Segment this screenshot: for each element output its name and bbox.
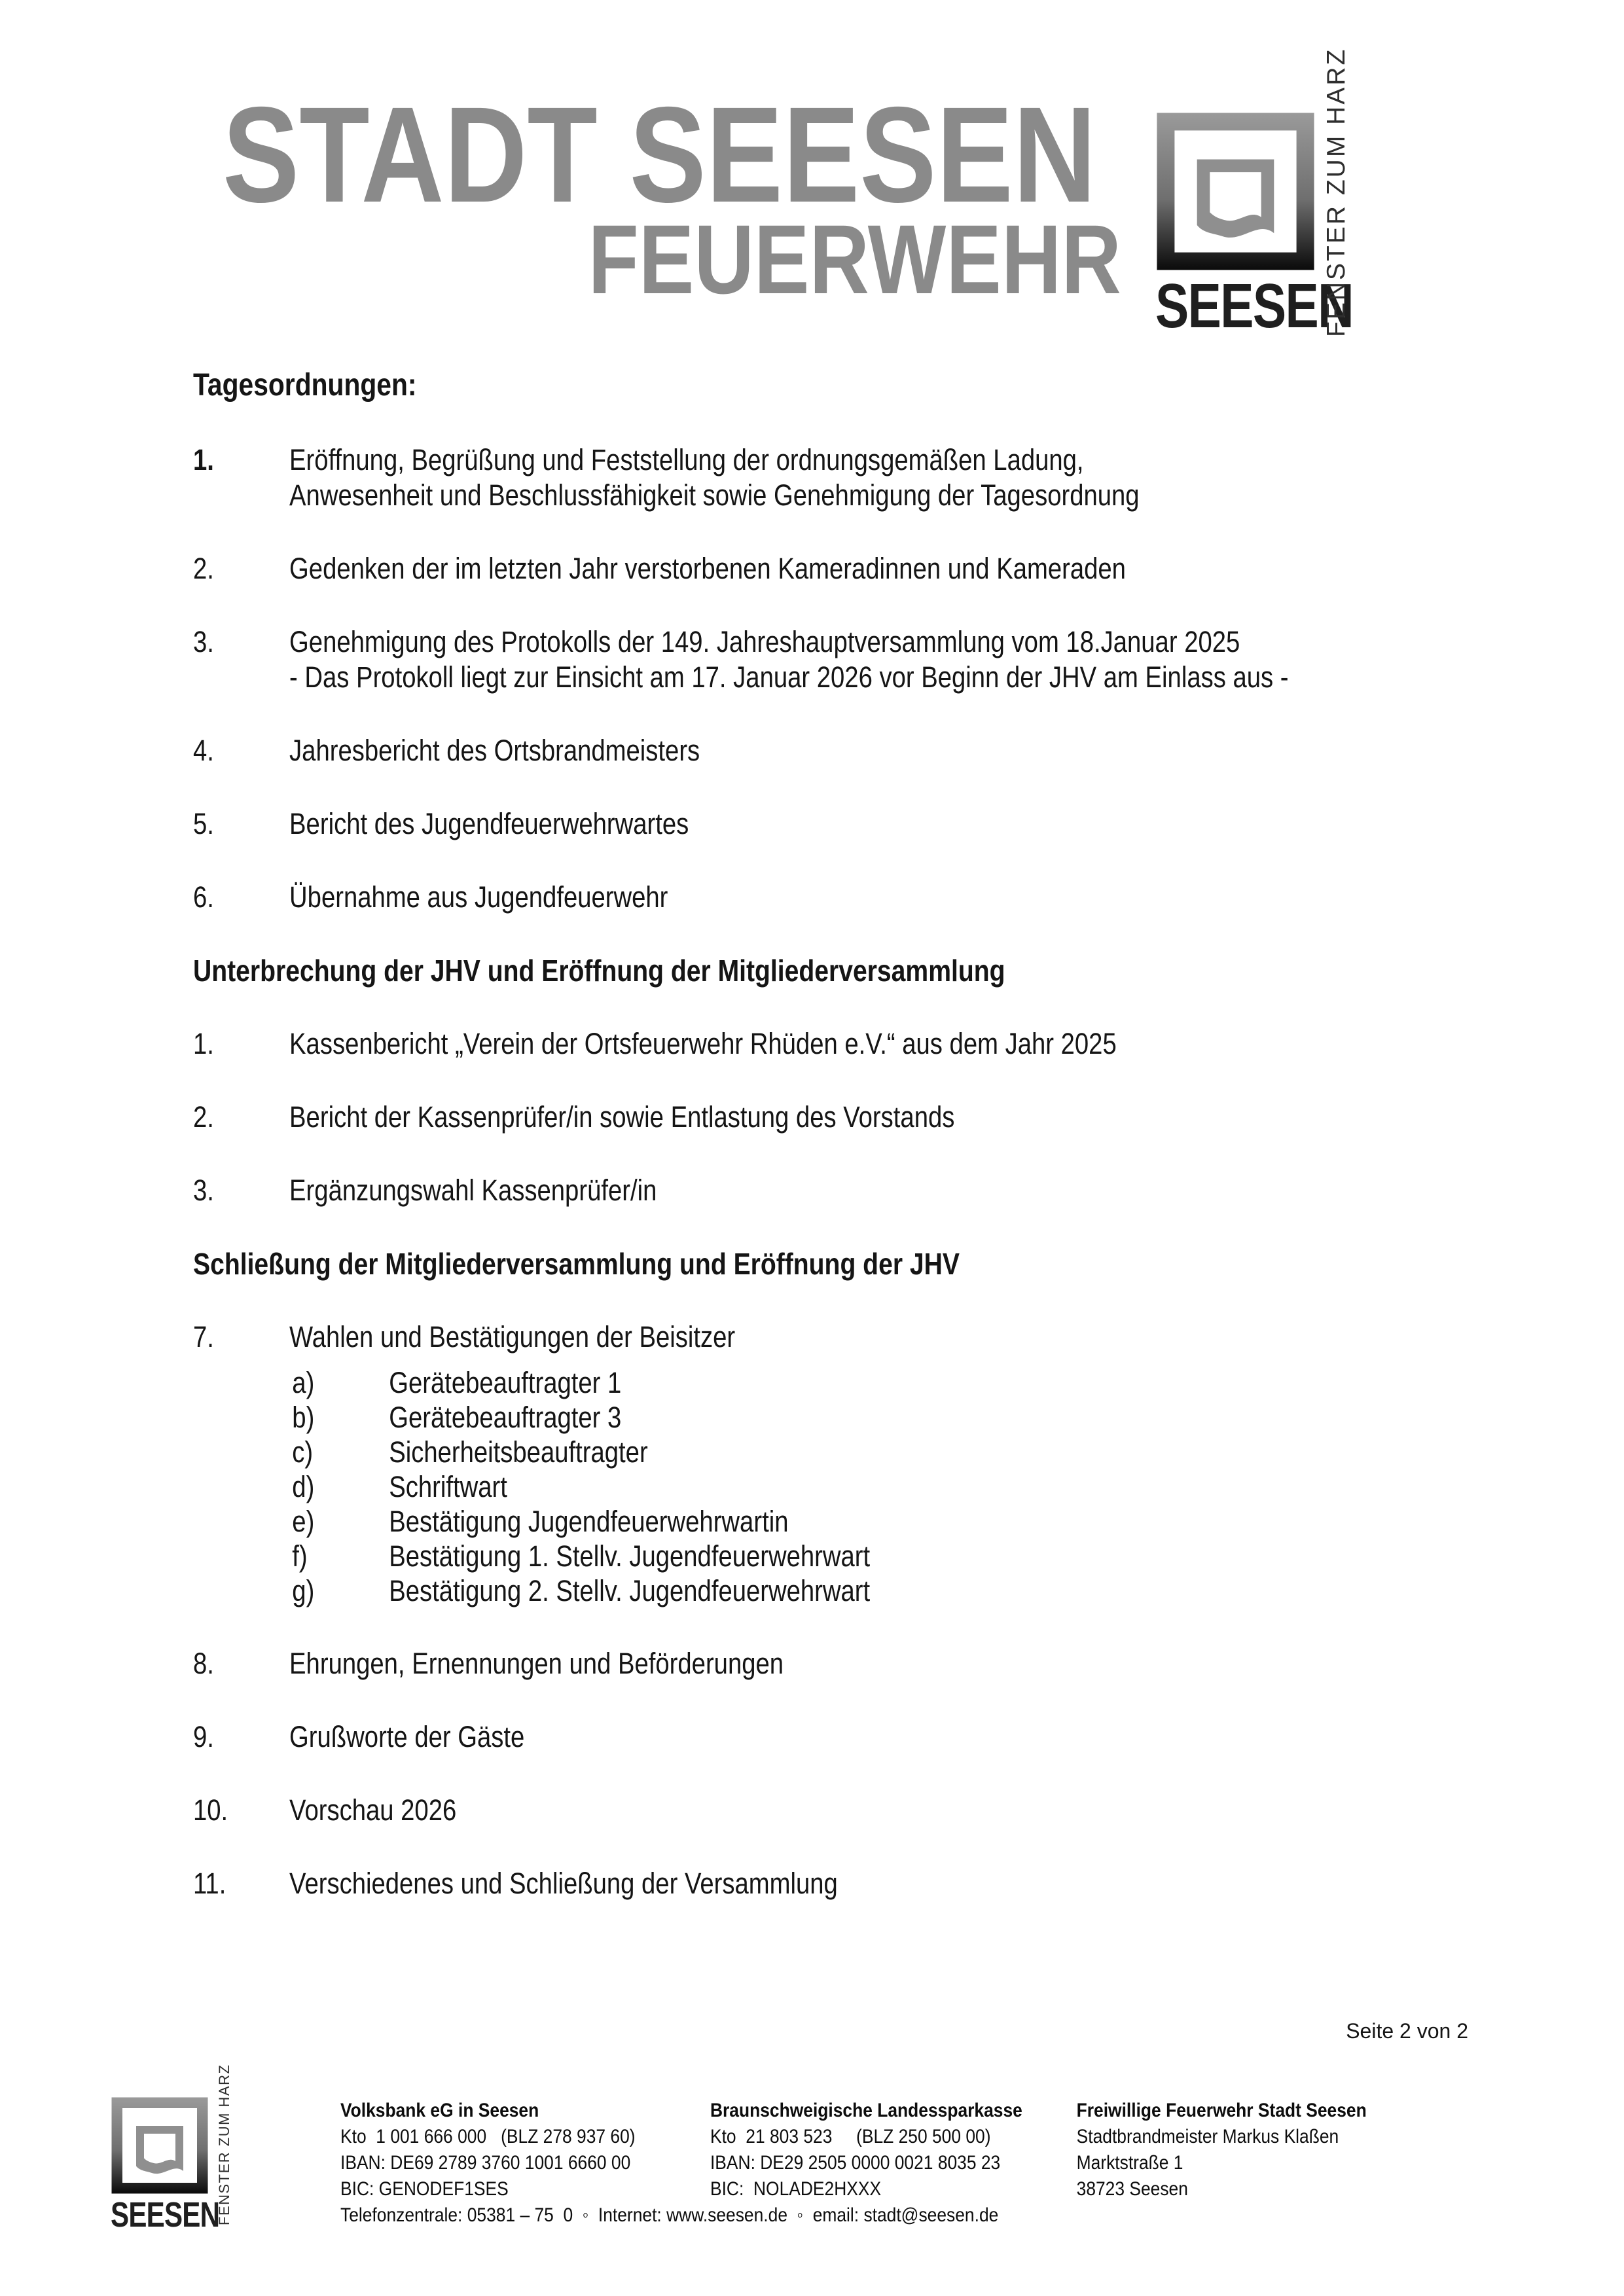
section-heading-interruption: Unterbrechung der JHV und Eröffnung der Mitgliederversammlung — [193, 954, 1005, 988]
agenda-item — [193, 442, 1384, 513]
section-heading-closing: Schließung der Mitgliederversammlung und Eröffnung der JHV — [193, 1247, 960, 1281]
subitem-list — [292, 1355, 1384, 1608]
window-icon — [1155, 111, 1316, 272]
subitem — [292, 1573, 1384, 1608]
logo-wordmark: SEESEN — [1155, 271, 1353, 341]
agenda-item — [193, 1646, 1384, 1681]
footer-column-volksbank — [340, 2098, 710, 2202]
item-line: Ergänzungswahl Kassenprüfer/in — [289, 1174, 657, 1207]
item-line: Bericht der Kassenprüfer/in sowie Entlastung des Vorstands — [289, 1100, 955, 1134]
agenda — [193, 367, 1384, 1939]
page-number: Seite 2 von 2 — [1346, 2019, 1468, 2043]
agenda-item — [193, 1719, 1384, 1755]
item-line: Anwesenheit und Beschlussfähigkeit sowie Genehmigung der Tagesordnung — [289, 478, 1140, 512]
footer-columns — [340, 2098, 1624, 2202]
agenda-item — [193, 624, 1384, 695]
subitem-letter: d) — [292, 1470, 315, 1503]
item-line: Ehrungen, Ernennungen und Beförderungen — [289, 1647, 784, 1680]
footer-line: 38723 Seesen — [1076, 2178, 1188, 2200]
item-number: 3. — [193, 1174, 214, 1207]
agenda-item — [193, 1173, 1384, 1208]
agenda-item — [193, 1866, 1384, 1901]
footer-logo-wordmark: SEESEN — [111, 2195, 220, 2234]
footer-line: Stadtbrandmeister Markus Klaßen — [1076, 2126, 1339, 2147]
item-text — [289, 442, 1384, 513]
item-line: Bericht des Jugendfeuerwehrwartes — [289, 807, 689, 840]
subitem-letter: f) — [292, 1539, 308, 1573]
footer-line: Marktstraße 1 — [1076, 2152, 1183, 2174]
subitem — [292, 1469, 1384, 1504]
title-secondary: FEUERWEHR — [588, 204, 1121, 314]
agenda-item — [193, 880, 1384, 915]
subitem — [292, 1400, 1384, 1435]
subitem-text: Bestätigung 2. Stellv. Jugendfeuerwehrwart — [389, 1574, 871, 1607]
item-line: - Das Protokoll liegt zur Einsicht am 17. Januar 2026 vor Beginn der JHV am Einlass aus - — [289, 660, 1289, 694]
item-line: Verschiedenes und Schließung der Versammlung — [289, 1867, 838, 1900]
item-line: Genehmigung des Protokolls der 149. Jahreshauptversammlung vom 18.Januar 2025 — [289, 625, 1240, 658]
subitem — [292, 1365, 1384, 1400]
item-line: Vorschau 2026 — [289, 1793, 457, 1827]
footer-column-feuerwehr — [1077, 2098, 1624, 2202]
item-number: 6. — [193, 880, 214, 914]
item-number: 4. — [193, 734, 214, 767]
agenda-item — [193, 1100, 1384, 1135]
footer-column-title: Freiwillige Feuerwehr Stadt Seesen — [1076, 2100, 1367, 2121]
logo-tagline: FENSTER ZUM HARZ — [1322, 47, 1350, 337]
item-number: 10. — [193, 1793, 228, 1827]
item-text — [289, 1173, 1384, 1208]
footer-logo-tagline: FENSTER ZUM HARZ — [216, 2064, 232, 2225]
subitem-letter: e) — [292, 1505, 315, 1538]
agenda-item — [193, 733, 1384, 768]
seesen-logo — [1155, 47, 1358, 347]
subitem-letter: c) — [292, 1435, 314, 1469]
item-line: Grußworte der Gäste — [289, 1720, 525, 1753]
item-number: 9. — [193, 1720, 214, 1753]
footer-line: BIC: GENODEF1SES — [340, 2178, 509, 2200]
item-number: 3. — [193, 625, 214, 658]
item-text — [289, 1100, 1384, 1135]
item-text — [289, 624, 1384, 695]
item-number: 7. — [193, 1320, 214, 1354]
window-icon — [111, 2096, 209, 2195]
footer-line: BIC: NOLADE2HXXX — [710, 2178, 882, 2200]
footer-line: IBAN: DE69 2789 3760 1001 6660 00 — [340, 2152, 631, 2174]
item-text — [289, 806, 1384, 842]
item-number: 2. — [193, 1100, 214, 1134]
subitem-text: Schriftwart — [389, 1470, 507, 1503]
agenda-item — [193, 1319, 1384, 1355]
agenda-item — [193, 1793, 1384, 1828]
subitem-text: Gerätebeauftragter 3 — [389, 1401, 622, 1434]
agenda-item — [193, 806, 1384, 842]
item-number: 5. — [193, 807, 214, 840]
subitem-text: Sicherheitsbeauftragter — [389, 1435, 648, 1469]
item-text — [289, 880, 1384, 915]
page-heading: Tagesordnungen: — [193, 368, 417, 403]
subitem-text: Gerätebeauftragter 1 — [389, 1366, 622, 1399]
footer-column-sparkasse — [710, 2098, 1077, 2202]
subitem — [292, 1539, 1384, 1573]
item-line: Gedenken der im letzten Jahr verstorbenen Kameradinnen und Kameraden — [289, 552, 1126, 585]
item-number: 2. — [193, 552, 214, 585]
subitem-text: Bestätigung Jugendfeuerwehrwartin — [389, 1505, 789, 1538]
footer-column-title: Braunschweigische Landessparkasse — [710, 2100, 1022, 2121]
subitem-text: Bestätigung 1. Stellv. Jugendfeuerwehrwart — [389, 1539, 871, 1573]
item-number: 1. — [193, 1027, 214, 1060]
footer-contact-line: Telefonzentrale: 05381 – 75 0 ◦ Internet: www.seesen.de ◦ email: stadt@seesen.de — [340, 2204, 999, 2226]
subitem — [292, 1504, 1384, 1539]
subitem-letter: b) — [292, 1401, 315, 1434]
footer-seesen-logo — [111, 2064, 248, 2234]
footer-column-title: Volksbank eG in Seesen — [340, 2100, 539, 2121]
item-line: Übernahme aus Jugendfeuerwehr — [289, 880, 668, 914]
item-text — [289, 551, 1384, 586]
item-text — [289, 1646, 1384, 1681]
title-primary: STADT SEESEN — [223, 79, 1096, 231]
item-line: Jahresbericht des Ortsbrandmeisters — [289, 734, 700, 767]
footer-info — [340, 2098, 1624, 2229]
item-text — [289, 1793, 1384, 1828]
subitem — [292, 1435, 1384, 1469]
item-line: Eröffnung, Begrüßung und Feststellung der ordnungsgemäßen Ladung, — [289, 443, 1084, 476]
footer-line: IBAN: DE29 2505 0000 0021 8035 23 — [710, 2152, 1001, 2174]
subitem-letter: g) — [292, 1574, 315, 1607]
item-number: 1. — [193, 443, 214, 476]
item-text — [289, 1719, 1384, 1755]
item-line: Kassenbericht „Verein der Ortsfeuerwehr Rhüden e.V.“ aus dem Jahr 2025 — [289, 1027, 1117, 1060]
item-number: 8. — [193, 1647, 214, 1680]
item-text — [289, 1319, 1384, 1355]
subitem-letter: a) — [292, 1366, 315, 1399]
footer-line: Kto 21 803 523 (BLZ 250 500 00) — [710, 2126, 991, 2147]
agenda-item — [193, 551, 1384, 586]
item-text — [289, 1866, 1384, 1901]
item-text — [289, 733, 1384, 768]
agenda-item — [193, 1026, 1384, 1062]
item-line: Wahlen und Bestätigungen der Beisitzer — [289, 1320, 736, 1354]
item-number: 11. — [193, 1867, 226, 1900]
footer-line: Kto 1 001 666 000 (BLZ 278 937 60) — [340, 2126, 636, 2147]
item-text — [289, 1026, 1384, 1062]
